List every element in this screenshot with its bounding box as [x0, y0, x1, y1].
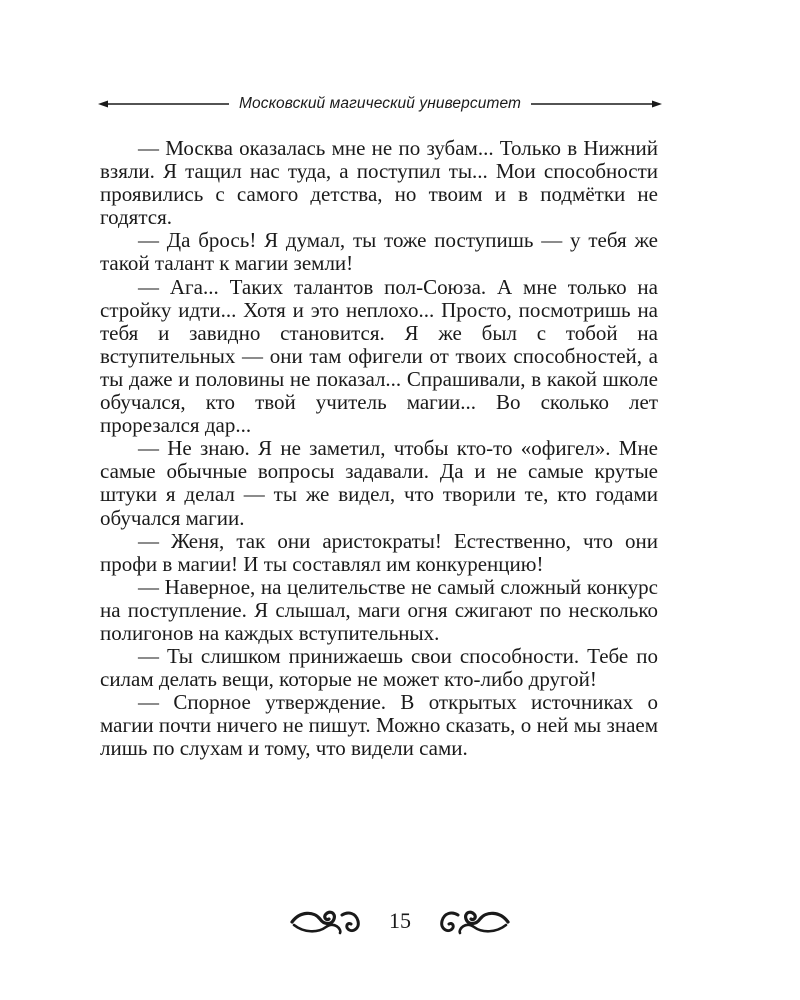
paragraph: — Наверное, на целительстве не самый сложный конкурс на поступление. Я слышал, маги огня сжигают по несколько полигонов на каждых вступительных.	[100, 574, 658, 645]
running-header	[100, 92, 660, 116]
paragraph: — Ага... Таких талантов пол-Союза. А мне только на стройку идти... Хотя и это неплохо... Просто, посмотришь на тебя и завидно становится. Я же был с тобой на вступительных — они там офигели от твоих способностей, а ты даже и половины не показал... Спрашивали, в какой школе обучался, кто твой учитель магии... Во сколько лет прорезался дар...	[100, 274, 658, 438]
page-number: 15	[389, 908, 411, 933]
header-rule-left-arrow-icon	[98, 99, 108, 109]
paragraph: — Спорное утверждение. В открытых источниках о магии почти ничего не пишут. Можно сказать, о ней мы знаем лишь по слухам и тому, что видели сами.	[100, 690, 658, 761]
header-rule-right	[531, 99, 660, 109]
running-title: Московский магический университет	[239, 95, 522, 112]
paragraph: — Ты слишком принижаешь свои способности. Тебе по силам делать вещи, которые не может кто-либо другой!	[100, 644, 658, 692]
header-rule-left	[100, 99, 229, 109]
paragraph: — Москва оказалась мне не по зубам... Только в Нижний взяли. Я тащил нас туда, а поступил ты... Мои способности проявились с самого детства, но твоим и в подмётки не годятся.	[100, 136, 658, 230]
header-rule-left-line	[100, 99, 229, 109]
header-rule-right-line	[531, 99, 660, 109]
page-footer	[290, 903, 510, 943]
header-rule-right-arrow-icon	[652, 99, 662, 109]
ornament-right-icon	[438, 907, 510, 937]
paragraph: — Не знаю. Я не заметил, чтобы кто-то «офигел». Мне самые обычные вопросы задавали. Да и не самые крутые штуки я делал — ты же видел, что творили те, кто годами обучался магии.	[100, 436, 658, 530]
page-body	[100, 137, 658, 761]
paragraph: — Женя, так они аристократы! Естественно, что они профи в магии! И ты составлял им конкуренцию!	[100, 528, 658, 576]
paragraph: — Да брось! Я думал, ты тоже поступишь — у тебя же такой талант к магии земли!	[100, 228, 658, 276]
